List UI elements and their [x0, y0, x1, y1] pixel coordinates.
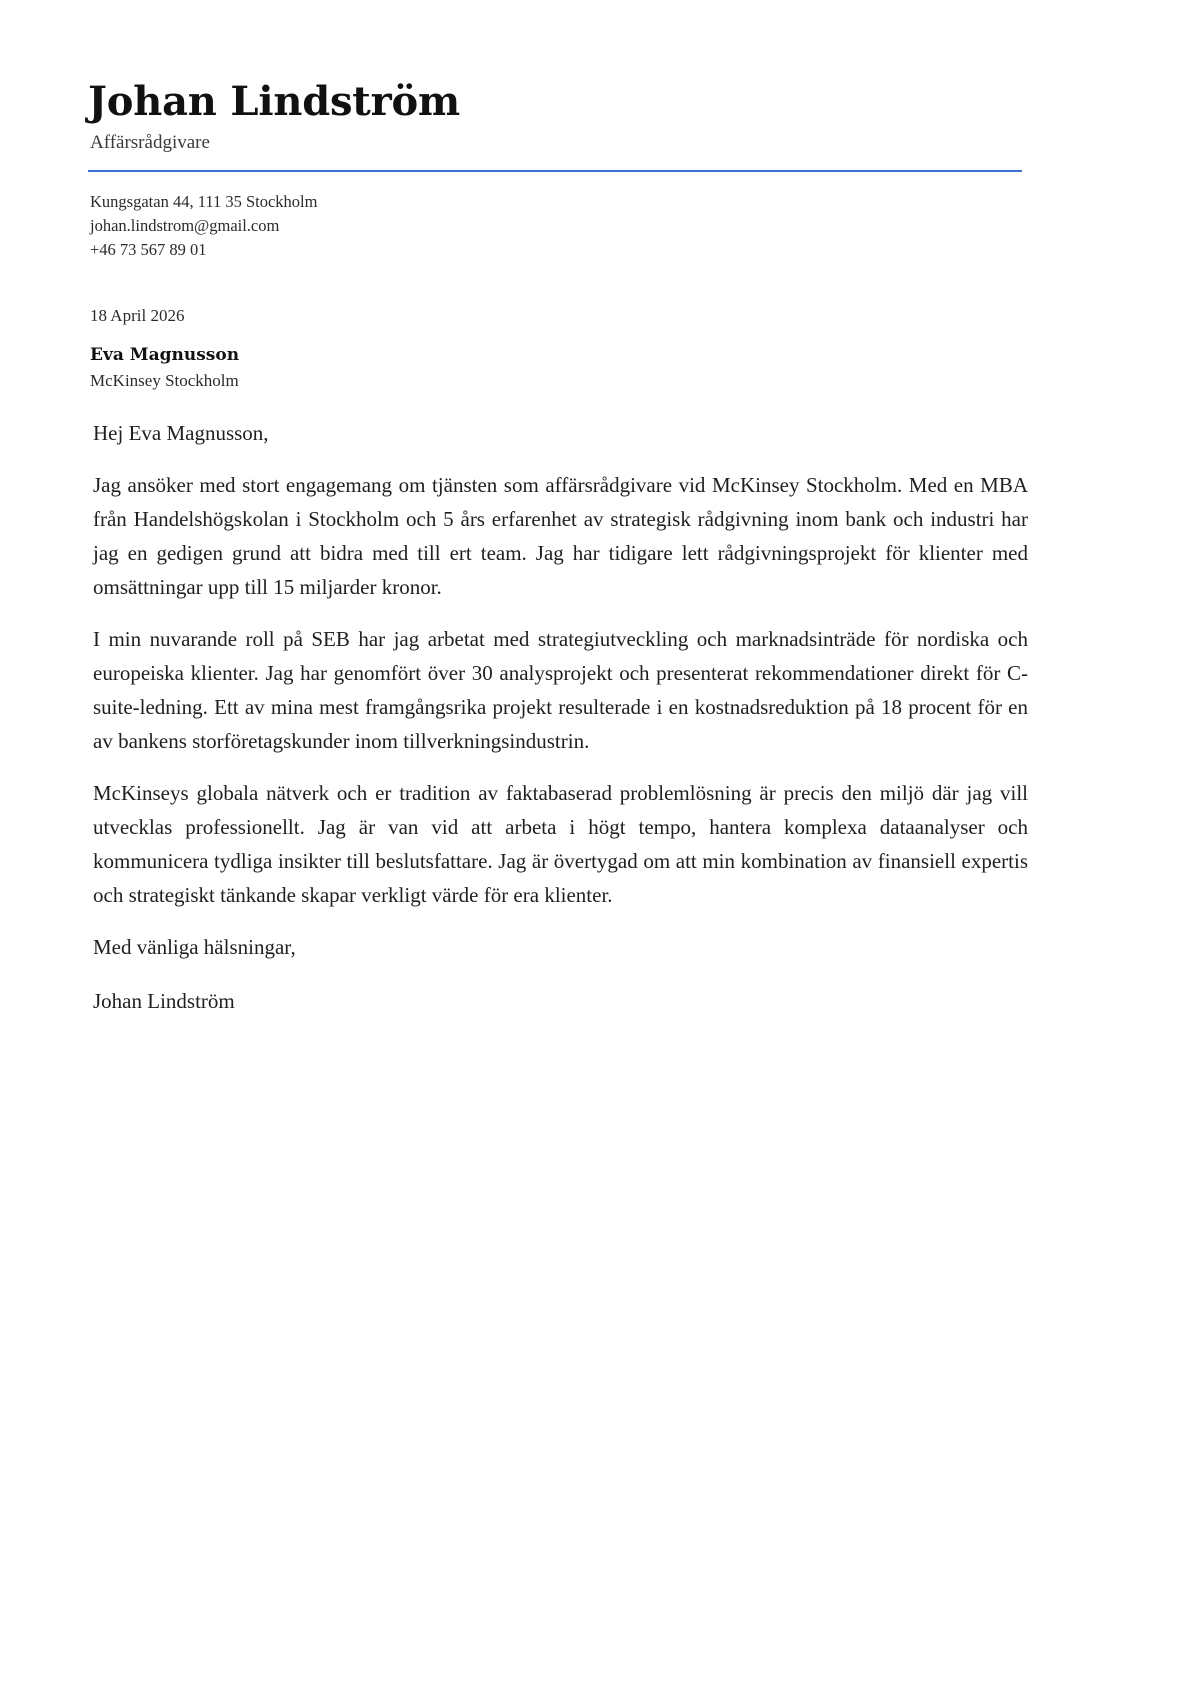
contact-block [88, 190, 1102, 262]
letter-paragraph-2: I min nuvarande roll på SEB har jag arbetat med strategiutveckling och marknadsinträde för nordiska och europeiska klienter. Jag har genomfört över 30 analysprojekt och presenterat rekommendationer direkt för C-suite-ledning. Ett av mina mest framgångsrika projekt resulterade i en kostnadsreduktion på 18 procent för en av bankens storföretagskunder inom tillverkningsindustrin. [93, 626, 1028, 753]
recipient-name: Eva Magnusson [90, 345, 240, 366]
letter-body [88, 416, 1028, 1018]
contact-address: Kungsgatan 44, 111 35 Stockholm [90, 191, 318, 211]
contact-phone: +46 73 567 89 01 [90, 239, 207, 259]
letter-date: 18 April 2026 [90, 305, 185, 325]
letter-closing: Med vänliga hälsningar, [93, 934, 296, 959]
letter-signature: Johan Lindström [93, 988, 235, 1013]
letter-greeting: Hej Eva Magnusson, [93, 420, 269, 445]
letter-paragraph-3: McKinseys globala nätverk och er tradition av faktabaserad problemlösning är precis den miljö där jag vill utvecklas professionellt. Jag är van vid att arbeta i högt tempo, hantera komplexa dataanalyser och kommunicera tydliga insikter till beslutsfattare. Jag är övertygad om att min kombination av finansiell expertis och strategiskt tänkande skapar verkligt värde för era klienter. [93, 780, 1028, 907]
letter-paragraph-1: Jag ansöker med stort engagemang om tjänsten som affärsrådgivare vid McKinsey Stockholm. Med en MBA från Handelshögskolan i Stockholm och 5 års erfarenhet av strategisk rådgivning inom bank och industri har jag en gedigen grund att bidra med till ert team. Jag har tidigare lett rådgivningsprojekt för klienter med omsättningar upp till 15 miljarder kronor. [93, 472, 1028, 599]
contact-email: johan.lindstrom@gmail.com [90, 215, 280, 235]
recipient-company: McKinsey Stockholm [90, 371, 239, 391]
sender-job-title: Affärsrådgivare [90, 132, 210, 154]
sender-name: Johan Lindström [88, 78, 461, 125]
letter-header [88, 78, 1102, 172]
header-divider [88, 170, 1022, 172]
